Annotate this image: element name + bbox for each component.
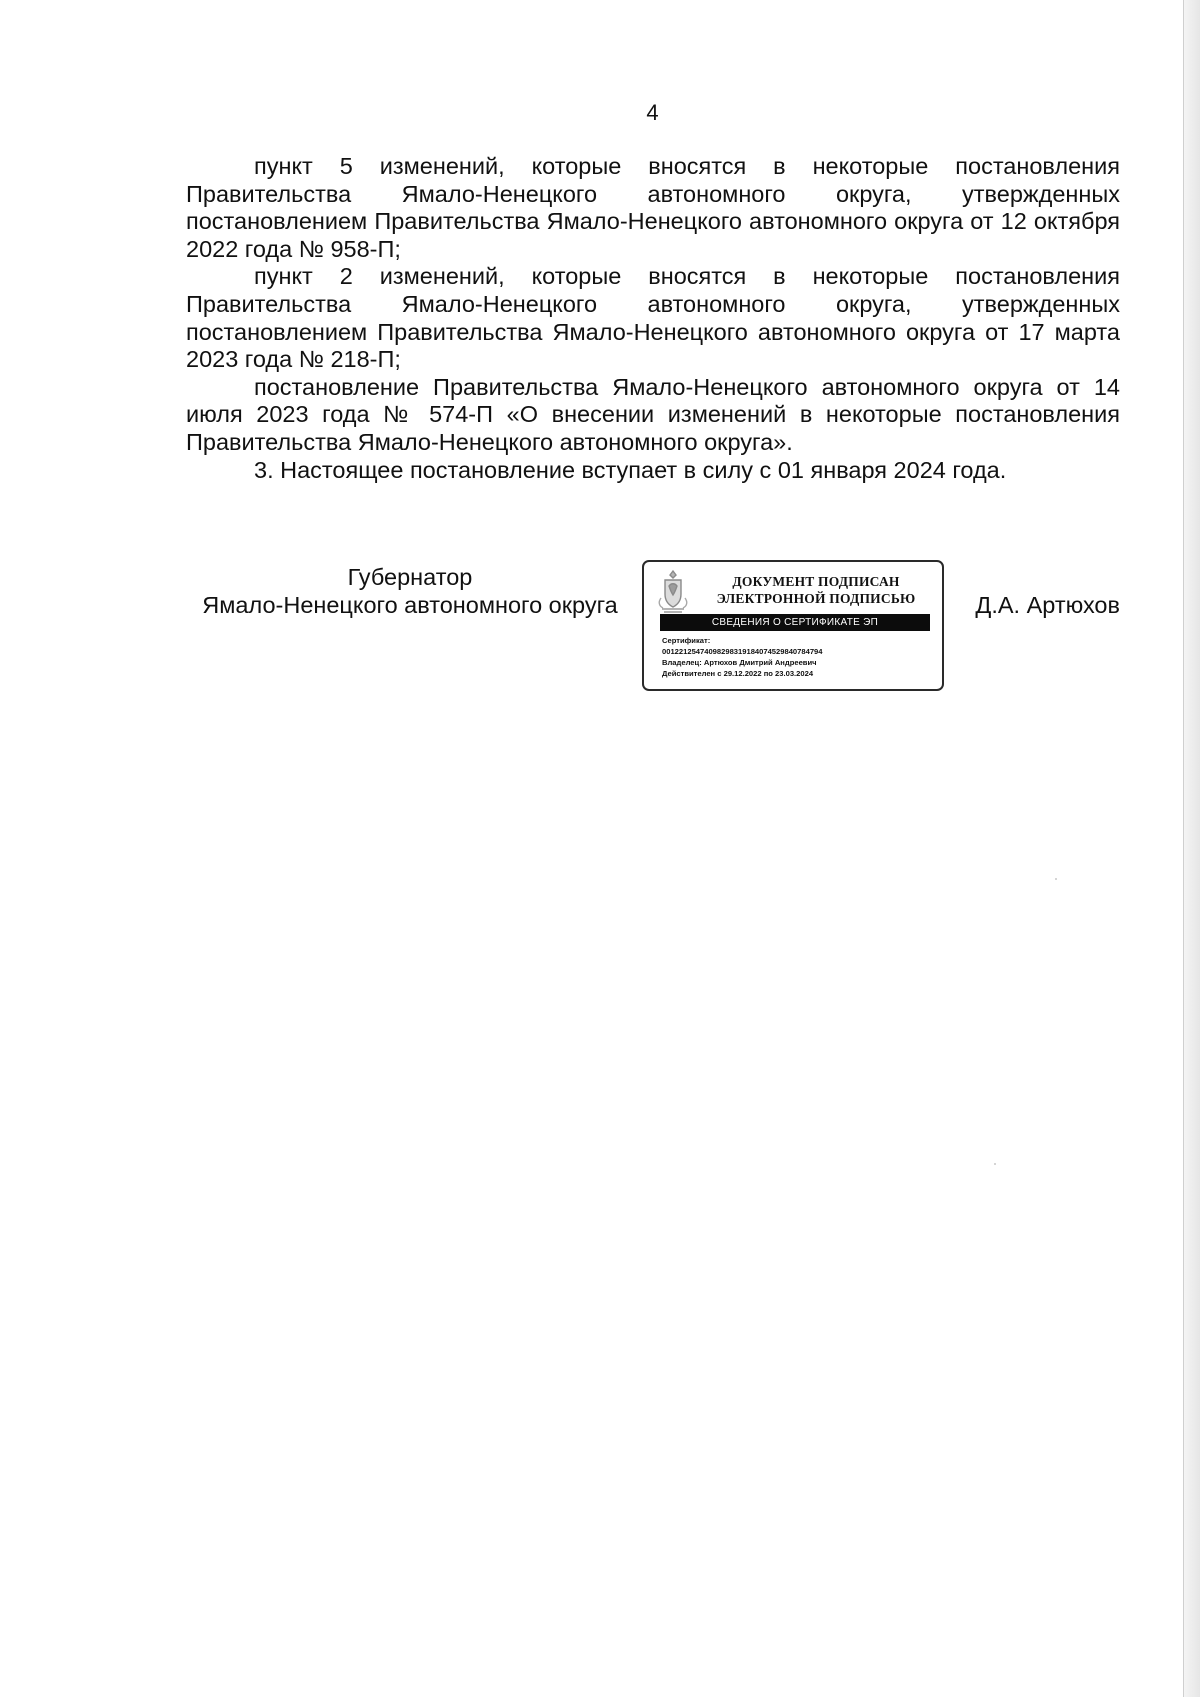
- stamp-title-line1: ДОКУМЕНТ ПОДПИСАН: [732, 574, 900, 589]
- document-body: [186, 153, 1120, 484]
- signatory-title: Губернатор: [347, 564, 473, 590]
- certificate-label: Сертификат:: [662, 636, 711, 645]
- stamp-title: [698, 573, 934, 607]
- page-number: 4: [646, 100, 659, 125]
- signatory-region: Ямало-Ненецкого автономного округа: [202, 591, 618, 618]
- certificate-number: 00122125474098298319184074529840784794: [662, 647, 823, 656]
- certificate-info-bar: СВЕДЕНИЯ О СЕРТИФИКАТЕ ЭП: [660, 614, 930, 631]
- certificate-details: [662, 635, 938, 679]
- scan-speck: [994, 1163, 996, 1165]
- electronic-signature-stamp: [642, 560, 944, 691]
- signature-block: [186, 560, 1120, 700]
- paragraph-resolution-574: постановление Правительства Ямало-Ненецкого автономного округа от 14 июля 2023 года № 574-П «О внесении изменений в некоторые постановления Правительства Ямало-Ненецкого автономного округа».: [186, 373, 1120, 455]
- paragraph-effective-date: 3. Настоящее постановление вступает в силу с 01 января 2024 года.: [254, 456, 1007, 483]
- page-edge: [1183, 0, 1200, 1697]
- paragraph-item-2: пункт 2 изменений, которые вносятся в некоторые постановления Правительства Ямало-Ненецкого автономного округа, утвержденных постановлением Правительства Ямало-Ненецкого автономного округа от 17 марта 2023 года № 218-П;: [186, 263, 1120, 373]
- signatory-name: Д.А. Артюхов: [975, 592, 1120, 618]
- signatory-position: [186, 564, 634, 619]
- paragraph-item-5: пункт 5 изменений, которые вносятся в некоторые постановления Правительства Ямало-Ненецкого автономного округа, утвержденных постановлением Правительства Ямало-Ненецкого автономного округа от 12 октября 2022 года № 958-П;: [186, 153, 1120, 262]
- scan-speck: [1055, 878, 1057, 880]
- coat-of-arms-icon: [656, 568, 690, 616]
- certificate-owner: Владелец: Артюхов Дмитрий Андреевич: [662, 658, 817, 667]
- stamp-title-line2: ЭЛЕКТРОННОЙ ПОДПИСЬЮ: [716, 591, 916, 606]
- certificate-validity: Действителен с 29.12.2022 по 23.03.2024: [662, 669, 814, 678]
